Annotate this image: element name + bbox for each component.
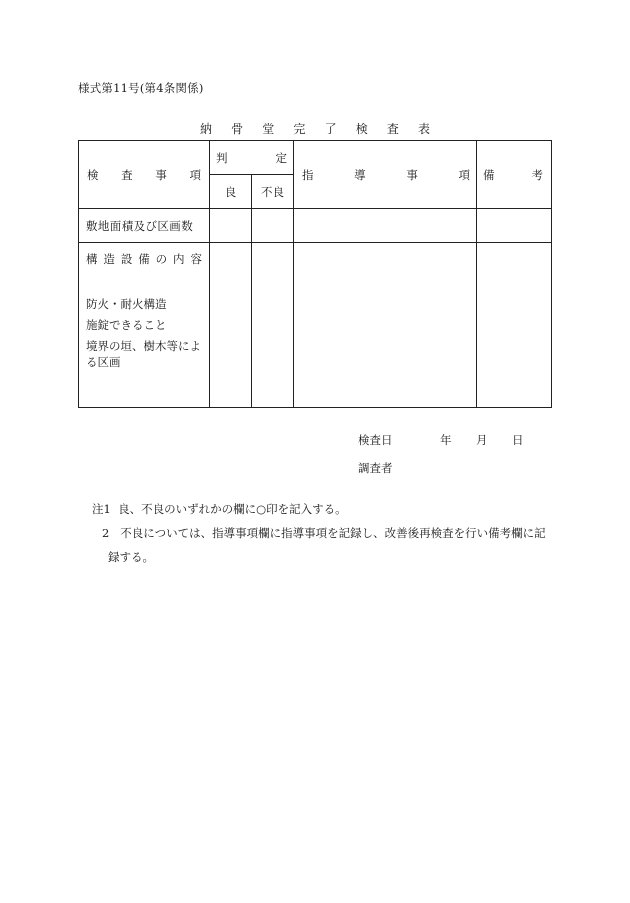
inspector-label: 調査者: [358, 461, 393, 475]
header-bad: 不良: [252, 175, 294, 209]
header-remarks: 備 考: [477, 141, 552, 209]
structure-item: 境界の垣、樹木等による区画: [86, 338, 201, 370]
notes-section: [92, 497, 552, 569]
inspection-date-row: [358, 432, 528, 452]
title-char: 査: [386, 122, 399, 136]
structure-heading: 構 造 設 備 の 内 容: [86, 252, 202, 266]
row-site-area-good: [210, 209, 252, 243]
structure-item: 施錠できること: [86, 317, 167, 332]
title-char: 骨: [231, 122, 244, 136]
inspection-signoff: [358, 432, 528, 480]
row-structure-good: [210, 243, 252, 408]
header-good: 良: [210, 175, 252, 209]
row-site-area-remarks: [477, 209, 552, 243]
month-label: 月: [476, 433, 488, 447]
header-inspection-items: 検 査 事 項: [79, 141, 210, 209]
structure-item: 防火・耐火構造: [86, 297, 167, 312]
title-char: 堂: [262, 122, 275, 136]
row-site-area-label: 敷地面積及び区画数: [79, 209, 210, 243]
year-label: 年: [440, 433, 452, 447]
title-char: 表: [417, 122, 430, 136]
row-structure-label: [79, 243, 210, 408]
document-title: [200, 120, 430, 137]
title-char: 納: [200, 122, 213, 136]
title-char: 検: [355, 122, 368, 136]
title-char: 完: [293, 122, 306, 136]
inspection-date-label: 検査日: [358, 433, 393, 447]
row-structure-bad: [252, 243, 294, 408]
title-char: 了: [324, 122, 337, 136]
note-2: 2 不良については、指導事項欄に指導事項を記録し、改善後再検査を行い備考欄に記: [102, 526, 546, 540]
note-2-continued: 録する。: [108, 550, 154, 564]
day-label: 日: [512, 433, 524, 447]
header-guidance-items: 指 導 事 項: [294, 141, 477, 209]
note-1: 注1 良、不良のいずれかの欄に○印を記入する。: [92, 502, 347, 516]
row-structure-guidance: [294, 243, 477, 408]
row-site-area-guidance: [294, 209, 477, 243]
row-site-area-bad: [252, 209, 294, 243]
header-judgment: 判 定: [210, 141, 294, 175]
form-number: 様式第11号(第4条関係): [78, 81, 204, 95]
inspection-table: [78, 140, 552, 408]
row-structure-remarks: [477, 243, 552, 408]
